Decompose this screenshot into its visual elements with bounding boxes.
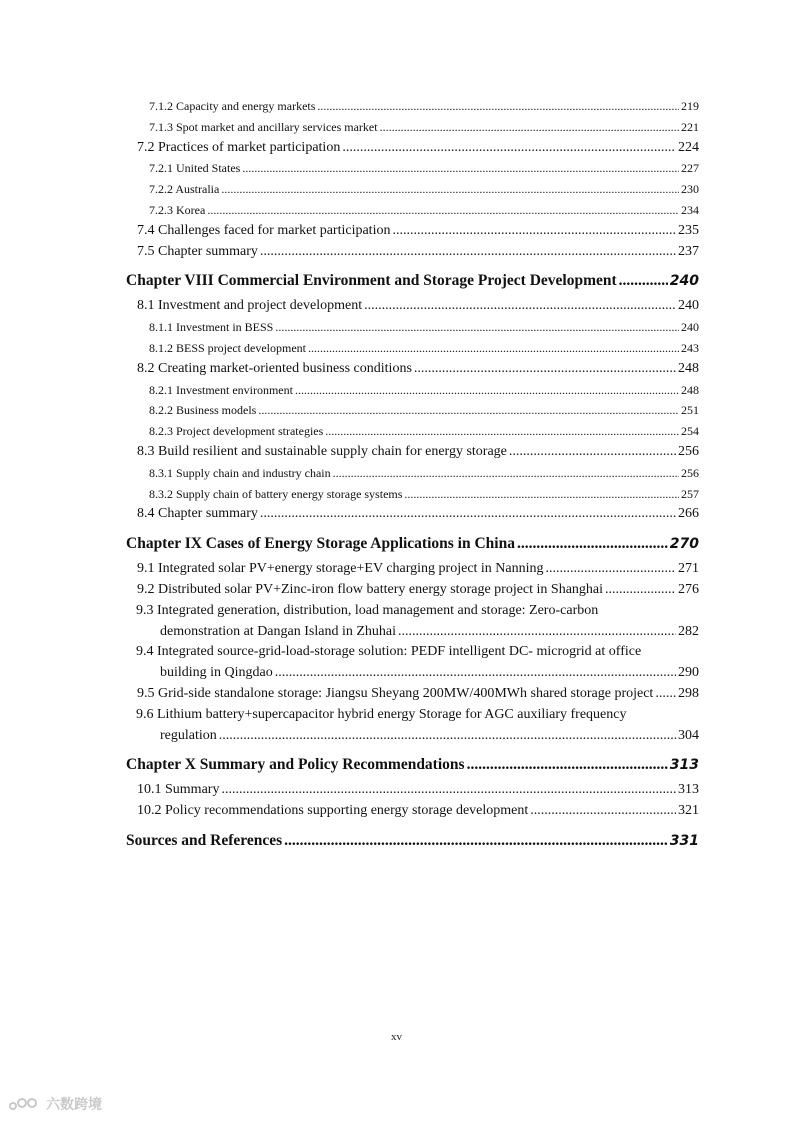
toc-entry-page: 240: [678, 298, 699, 314]
toc-entry-title: 8.2.2 Business models: [149, 403, 257, 418]
dot-leader: [260, 504, 676, 525]
toc-entry-page: 256: [681, 465, 699, 480]
toc-entry-level-3[interactable]: [126, 380, 699, 401]
watermark: [8, 1094, 102, 1114]
toc-entry-level-3[interactable]: [126, 200, 699, 221]
toc-entry-page: 240: [681, 320, 699, 335]
toc-entry-level-2[interactable]: [126, 296, 699, 317]
toc-entry-title: 8.2.3 Project development strategies: [149, 424, 324, 439]
toc-entry-title: 10.1 Summary: [137, 782, 220, 798]
toc-entry-page: 251: [681, 403, 699, 418]
toc-entry-title: 8.3.2 Supply chain of battery energy storage systems: [149, 486, 403, 501]
toc-entry-level-2[interactable]: [126, 442, 699, 463]
toc-entry-page: 237: [678, 243, 699, 259]
toc-entry-title: 9.5 Grid-side standalone storage: Jiangsu Sheyang 200MW/400MWh shared storage project: [137, 685, 654, 701]
toc-entry-page: 298: [678, 685, 699, 701]
toc-entry-page: 230: [681, 182, 699, 197]
toc-entry-title: 7.4 Challenges faced for market participation: [137, 222, 391, 238]
toc-entry-level-2[interactable]: [126, 559, 699, 580]
toc-entry-level-3[interactable]: [126, 338, 699, 359]
toc-entry-page: 221: [681, 119, 699, 134]
toc-entry-level-2[interactable]: [126, 359, 699, 380]
toc-entry-page: 266: [678, 506, 699, 522]
toc-entry-level-3[interactable]: [126, 117, 699, 138]
toc-entry-level-2[interactable]: [126, 780, 699, 801]
watermark-logo-icon: [8, 1095, 42, 1113]
toc-entry-level-1[interactable]: [126, 532, 699, 559]
toc-entry-page: 248: [681, 382, 699, 397]
toc-entry-page: 290: [678, 665, 699, 681]
dot-leader: [398, 622, 676, 643]
toc-entry-page: 224: [678, 139, 699, 155]
dot-leader: [619, 269, 668, 293]
toc-entry-page: 304: [678, 727, 699, 743]
dot-leader: [295, 380, 679, 401]
page-number: xv: [391, 1031, 402, 1043]
toc-entry-page: 248: [678, 360, 699, 376]
toc-entry-title: 7.2.3 Korea: [149, 202, 206, 217]
toc-entry-page: 271: [678, 561, 699, 577]
toc-entry-title: regulation: [160, 727, 217, 743]
toc-entry-level-3[interactable]: [126, 463, 699, 484]
toc-entry-title: 8.2.1 Investment environment: [149, 382, 293, 397]
toc-entry-title: 8.1 Investment and project development: [137, 298, 363, 314]
toc-entry-level-2[interactable]: [126, 601, 699, 643]
dot-leader: [258, 400, 679, 421]
toc-entry-level-2[interactable]: [126, 642, 699, 684]
toc-entry-page: 282: [678, 623, 699, 639]
toc-entry-page: 331: [669, 832, 699, 849]
watermark-text: 六数跨境: [46, 1097, 102, 1113]
toc-entry-page: 257: [681, 486, 699, 501]
toc-entry-level-2[interactable]: [126, 138, 699, 159]
dot-leader: [260, 242, 676, 263]
dot-leader: [546, 559, 676, 580]
dot-leader: [380, 117, 679, 138]
toc-entry-page: 270: [669, 536, 699, 553]
dot-leader: [404, 484, 679, 505]
dot-leader: [655, 684, 676, 705]
toc-entry-title: 7.2.2 Australia: [149, 182, 220, 197]
toc-entry-title: Chapter IX Cases of Energy Storage Applications in China: [126, 535, 515, 553]
dot-leader: [517, 532, 668, 556]
table-of-contents: [126, 96, 699, 856]
toc-entry-page: 254: [681, 424, 699, 439]
toc-entry-level-3[interactable]: [126, 96, 699, 117]
toc-entry-level-2[interactable]: [126, 580, 699, 601]
toc-entry-page: 219: [681, 99, 699, 113]
toc-entry-title: 8.3.1 Supply chain and industry chain: [149, 465, 331, 480]
toc-entry-page: 313: [669, 757, 699, 774]
toc-entry-title: 9.6 Lithium battery+supercapacitor hybrid energy Storage for AGC auxiliary frequency: [136, 706, 627, 722]
dot-leader: [342, 138, 676, 159]
dot-leader: [530, 801, 676, 822]
toc-entry-level-2[interactable]: [126, 242, 699, 263]
toc-entry-level-3[interactable]: [126, 158, 699, 179]
toc-entry-level-3[interactable]: [126, 400, 699, 421]
toc-entry-level-2[interactable]: [126, 684, 699, 705]
toc-entry-title: 10.2 Policy recommendations supporting energy storage development: [137, 803, 529, 819]
toc-entry-title: 7.1.3 Spot market and ancillary services market: [149, 119, 378, 134]
dot-leader: [467, 753, 668, 777]
toc-entry-title: 9.3 Integrated generation, distribution, load management and storage: Zero-carbon: [136, 602, 599, 618]
toc-entry-page: 321: [678, 803, 699, 819]
toc-entry-title: Chapter VIII Commercial Environment and Storage Project Development: [126, 272, 617, 290]
toc-entry-page: 227: [681, 161, 699, 176]
toc-entry-page: 256: [678, 443, 699, 459]
toc-entry-level-2[interactable]: [126, 221, 699, 242]
toc-entry-title: 7.2 Practices of market participation: [137, 139, 341, 155]
toc-entry-title: Sources and References: [126, 831, 283, 849]
dot-leader: [364, 296, 676, 317]
toc-entry-page: 235: [678, 222, 699, 238]
dot-leader: [325, 421, 679, 442]
dot-leader: [221, 179, 679, 200]
toc-entry-title: 8.2 Creating market-oriented business conditions: [137, 360, 412, 376]
dot-leader: [219, 726, 676, 747]
toc-entry-level-1[interactable]: [126, 269, 699, 296]
toc-entry-level-3[interactable]: [126, 421, 699, 442]
toc-entry-title: demonstration at Dangan Island in Zhuhai: [160, 623, 396, 639]
toc-entry-level-3[interactable]: [126, 179, 699, 200]
dot-leader: [605, 580, 676, 601]
toc-entry-title: 9.2 Distributed solar PV+Zinc-iron flow battery energy storage project in Shanghai: [137, 581, 604, 597]
dot-leader: [333, 463, 679, 484]
toc-entry-title: 9.4 Integrated source-grid-load-storage solution: PEDF intelligent DC- microgrid at office: [136, 644, 642, 660]
dot-leader: [242, 158, 679, 179]
toc-entry-page: 276: [678, 581, 699, 597]
toc-entry-title: 7.5 Chapter summary: [137, 243, 258, 259]
toc-entry-level-2[interactable]: [126, 504, 699, 525]
toc-entry-level-2[interactable]: [126, 801, 699, 822]
dot-leader: [221, 780, 676, 801]
toc-entry-title: 8.1.1 Investment in BESS: [149, 320, 274, 335]
dot-leader: [275, 663, 676, 684]
dot-leader: [284, 829, 668, 853]
dot-leader: [392, 221, 676, 242]
toc-entry-title: 9.1 Integrated solar PV+energy storage+EV charging project in Nanning: [137, 561, 544, 577]
toc-entry-title: 8.1.2 BESS project development: [149, 340, 306, 355]
toc-entry-level-3[interactable]: [126, 484, 699, 505]
toc-entry-level-3[interactable]: [126, 317, 699, 338]
dot-leader: [414, 359, 676, 380]
dot-leader: [207, 200, 679, 221]
dot-leader: [509, 442, 676, 463]
toc-entry-level-1[interactable]: [126, 753, 699, 780]
toc-entry-page: 240: [669, 273, 699, 290]
dot-leader: [308, 338, 679, 359]
dot-leader: [275, 317, 679, 338]
toc-entry-page: 234: [681, 202, 699, 217]
toc-entry-page: 243: [681, 340, 699, 355]
toc-entry-level-2[interactable]: [126, 705, 699, 747]
toc-entry-title: 7.1.2 Capacity and energy markets: [149, 99, 316, 113]
toc-entry-title: Chapter X Summary and Policy Recommendations: [126, 756, 465, 774]
toc-entry-title: 7.2.1 United States: [149, 161, 241, 176]
toc-entry-page: 313: [678, 782, 699, 798]
toc-entry-title: 8.4 Chapter summary: [137, 506, 258, 522]
dot-leader: [317, 96, 679, 117]
toc-entry-title: 8.3 Build resilient and sustainable supply chain for energy storage: [137, 443, 507, 459]
toc-entry-level-1[interactable]: [126, 829, 699, 856]
toc-entry-title: building in Qingdao: [160, 665, 273, 681]
